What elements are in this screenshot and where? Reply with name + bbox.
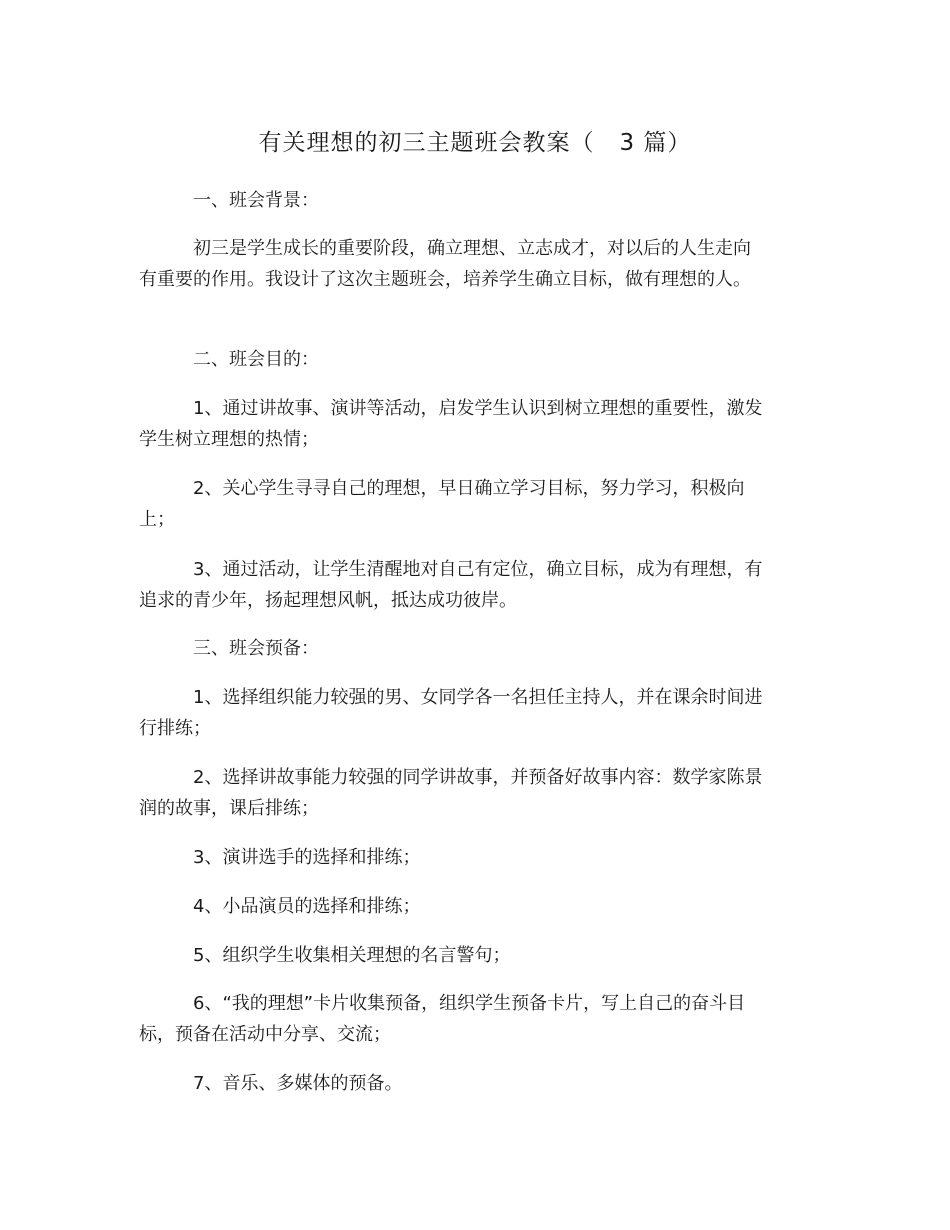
- list-item-preparation-4: 4、小品演员的选择和排练；: [193, 896, 421, 917]
- list-item-preparation-7: 7、音乐、多媒体的预备。: [193, 1073, 403, 1094]
- list-item-purpose-3: 3、通过活动，让学生清醒地对自己有定位，确立目标，成为有理想，有追求的青少年，扬起理想风帆，抵达成功彼岸。: [139, 559, 763, 611]
- section-heading-purpose: 二、班会目的：: [193, 349, 319, 370]
- document-title: 有关理想的初三主题班会教案（ 3 篇）: [258, 130, 692, 156]
- section-heading-preparation: 三、班会预备：: [193, 638, 319, 659]
- list-item-preparation-1: 1、选择组织能力较强的男、女同学各一名担任主持人，并在课余时间进行排练；: [139, 687, 763, 739]
- section-heading-background: 一、班会背景：: [193, 190, 319, 211]
- list-item-preparation-6: 6、“我的理想”卡片收集预备，组织学生预备卡片，写上自己的奋斗目标，预备在活动中分享、交流；: [139, 993, 746, 1045]
- list-item-preparation-3: 3、演讲选手的选择和排练；: [193, 847, 421, 868]
- list-item-preparation-2: 2、选择讲故事能力较强的同学讲故事，并预备好故事内容：数学家陈景润的故事，课后排练；: [139, 767, 763, 819]
- list-item-purpose-2: 2、关心学生寻寻自己的理想，早日确立学习目标，努力学习，积极向上；: [139, 478, 745, 530]
- paragraph-background: 初三是学生成长的重要阶段，确立理想、立志成才，对以后的人生走向有重要的作用。我设计了这次主题班会，培养学生确立目标，做有理想的人。: [139, 238, 751, 290]
- list-item-purpose-1: 1、通过讲故事、演讲等活动，启发学生认识到树立理想的重要性，激发学生树立理想的热情；: [139, 398, 763, 450]
- list-item-preparation-5: 5、组织学生收集相关理想的名言警句；: [193, 945, 511, 966]
